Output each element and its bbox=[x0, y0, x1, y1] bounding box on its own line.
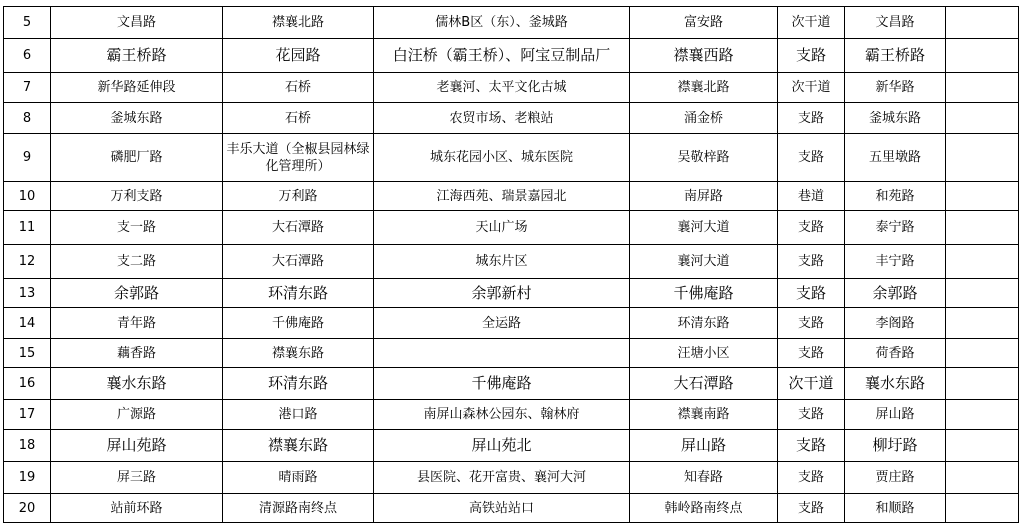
cell-road-grade: 支路 bbox=[778, 462, 845, 494]
cell-end-point: 南屏路 bbox=[630, 182, 778, 211]
cell-original-name: 釜城东路 bbox=[845, 103, 946, 134]
cell-road-grade: 支路 bbox=[778, 494, 845, 523]
table-row bbox=[4, 39, 1019, 73]
table-row bbox=[4, 368, 1019, 400]
cell-number: 16 bbox=[4, 368, 51, 400]
cell-road-name: 磷肥厂路 bbox=[51, 134, 223, 182]
cell-via: 农贸市场、老粮站 bbox=[374, 103, 630, 134]
cell-start-point: 万利路 bbox=[223, 182, 374, 211]
cell-start-point: 襟襄东路 bbox=[223, 339, 374, 368]
cell-road-name: 新华路延伸段 bbox=[51, 73, 223, 103]
cell-number: 18 bbox=[4, 430, 51, 462]
table-row bbox=[4, 462, 1019, 494]
table-row bbox=[4, 182, 1019, 211]
cell-road-name: 余郭路 bbox=[51, 279, 223, 308]
cell-number: 13 bbox=[4, 279, 51, 308]
cell-start-point: 环清东路 bbox=[223, 279, 374, 308]
cell-via: 白汪桥（霸王桥）、阿宝豆制品厂 bbox=[374, 39, 630, 73]
cell-road-name: 屏三路 bbox=[51, 462, 223, 494]
cell-start-point: 襟襄东路 bbox=[223, 430, 374, 462]
table-row bbox=[4, 494, 1019, 523]
road-naming-table bbox=[3, 6, 1019, 523]
cell-note bbox=[946, 400, 1019, 430]
cell-note bbox=[946, 245, 1019, 279]
cell-road-grade: 支路 bbox=[778, 430, 845, 462]
cell-road-name: 支一路 bbox=[51, 211, 223, 245]
cell-via: 老襄河、太平文化古城 bbox=[374, 73, 630, 103]
cell-start-point: 清源路南终点 bbox=[223, 494, 374, 523]
cell-number: 11 bbox=[4, 211, 51, 245]
table-row bbox=[4, 103, 1019, 134]
cell-note bbox=[946, 339, 1019, 368]
table-row bbox=[4, 245, 1019, 279]
cell-note bbox=[946, 73, 1019, 103]
cell-number: 15 bbox=[4, 339, 51, 368]
cell-original-name: 屏山路 bbox=[845, 400, 946, 430]
cell-note bbox=[946, 211, 1019, 245]
cell-note bbox=[946, 368, 1019, 400]
cell-original-name: 新华路 bbox=[845, 73, 946, 103]
cell-end-point: 富安路 bbox=[630, 7, 778, 39]
cell-number: 20 bbox=[4, 494, 51, 523]
cell-road-name: 襄水东路 bbox=[51, 368, 223, 400]
cell-start-point: 襟襄北路 bbox=[223, 7, 374, 39]
cell-start-point: 花园路 bbox=[223, 39, 374, 73]
cell-via bbox=[374, 339, 630, 368]
cell-original-name: 泰宁路 bbox=[845, 211, 946, 245]
cell-road-grade: 支路 bbox=[778, 308, 845, 339]
cell-via: 江海西苑、瑞景嘉园北 bbox=[374, 182, 630, 211]
cell-end-point: 襟襄西路 bbox=[630, 39, 778, 73]
cell-via: 全运路 bbox=[374, 308, 630, 339]
cell-note bbox=[946, 182, 1019, 211]
cell-start-point: 晴雨路 bbox=[223, 462, 374, 494]
cell-road-name: 釜城东路 bbox=[51, 103, 223, 134]
cell-road-grade: 次干道 bbox=[778, 73, 845, 103]
cell-number: 19 bbox=[4, 462, 51, 494]
cell-road-name: 广源路 bbox=[51, 400, 223, 430]
cell-note bbox=[946, 39, 1019, 73]
cell-note bbox=[946, 430, 1019, 462]
cell-original-name: 余郭路 bbox=[845, 279, 946, 308]
table-row bbox=[4, 134, 1019, 182]
cell-road-grade: 支路 bbox=[778, 103, 845, 134]
cell-road-grade: 次干道 bbox=[778, 368, 845, 400]
cell-start-point: 丰乐大道（全椒县园林绿化管理所） bbox=[223, 134, 374, 182]
cell-note bbox=[946, 462, 1019, 494]
cell-road-grade: 次干道 bbox=[778, 7, 845, 39]
cell-road-grade: 支路 bbox=[778, 339, 845, 368]
table-row bbox=[4, 7, 1019, 39]
cell-via: 天山广场 bbox=[374, 211, 630, 245]
cell-number: 17 bbox=[4, 400, 51, 430]
cell-end-point: 知春路 bbox=[630, 462, 778, 494]
cell-start-point: 环清东路 bbox=[223, 368, 374, 400]
cell-number: 12 bbox=[4, 245, 51, 279]
cell-number: 5 bbox=[4, 7, 51, 39]
cell-original-name: 霸王桥路 bbox=[845, 39, 946, 73]
cell-end-point: 襄河大道 bbox=[630, 211, 778, 245]
cell-via: 千佛庵路 bbox=[374, 368, 630, 400]
cell-end-point: 吴敬梓路 bbox=[630, 134, 778, 182]
cell-note bbox=[946, 308, 1019, 339]
cell-road-grade: 支路 bbox=[778, 400, 845, 430]
cell-via: 县医院、花开富贵、襄河大河 bbox=[374, 462, 630, 494]
cell-number: 14 bbox=[4, 308, 51, 339]
table-row bbox=[4, 211, 1019, 245]
cell-end-point: 汪塘小区 bbox=[630, 339, 778, 368]
cell-via: 屏山苑北 bbox=[374, 430, 630, 462]
cell-road-name: 青年路 bbox=[51, 308, 223, 339]
cell-road-grade: 巷道 bbox=[778, 182, 845, 211]
cell-start-point: 大石潭路 bbox=[223, 211, 374, 245]
cell-end-point: 千佛庵路 bbox=[630, 279, 778, 308]
cell-via: 儒林B区（东）、釜城路 bbox=[374, 7, 630, 39]
cell-end-point: 韩岭路南终点 bbox=[630, 494, 778, 523]
cell-via: 高铁站站口 bbox=[374, 494, 630, 523]
cell-road-grade: 支路 bbox=[778, 211, 845, 245]
cell-end-point: 襟襄北路 bbox=[630, 73, 778, 103]
table-row bbox=[4, 73, 1019, 103]
cell-number: 9 bbox=[4, 134, 51, 182]
cell-end-point: 大石潭路 bbox=[630, 368, 778, 400]
cell-end-point: 襟襄南路 bbox=[630, 400, 778, 430]
cell-end-point: 环清东路 bbox=[630, 308, 778, 339]
cell-start-point: 港口路 bbox=[223, 400, 374, 430]
cell-road-name: 霸王桥路 bbox=[51, 39, 223, 73]
cell-end-point: 涌金桥 bbox=[630, 103, 778, 134]
cell-via: 城东花园小区、城东医院 bbox=[374, 134, 630, 182]
cell-number: 7 bbox=[4, 73, 51, 103]
cell-note bbox=[946, 279, 1019, 308]
cell-road-name: 屏山苑路 bbox=[51, 430, 223, 462]
cell-number: 6 bbox=[4, 39, 51, 73]
table-body bbox=[4, 7, 1019, 523]
cell-original-name: 丰宁路 bbox=[845, 245, 946, 279]
cell-end-point: 襄河大道 bbox=[630, 245, 778, 279]
cell-number: 8 bbox=[4, 103, 51, 134]
cell-original-name: 荷香路 bbox=[845, 339, 946, 368]
cell-via: 城东片区 bbox=[374, 245, 630, 279]
cell-via: 余郭新村 bbox=[374, 279, 630, 308]
cell-note bbox=[946, 494, 1019, 523]
table-row bbox=[4, 279, 1019, 308]
cell-road-name: 支二路 bbox=[51, 245, 223, 279]
cell-start-point: 石桥 bbox=[223, 73, 374, 103]
table-row bbox=[4, 400, 1019, 430]
cell-road-grade: 支路 bbox=[778, 134, 845, 182]
cell-original-name: 和顺路 bbox=[845, 494, 946, 523]
cell-start-point: 千佛庵路 bbox=[223, 308, 374, 339]
cell-note bbox=[946, 103, 1019, 134]
cell-road-grade: 支路 bbox=[778, 279, 845, 308]
cell-number: 10 bbox=[4, 182, 51, 211]
cell-note bbox=[946, 7, 1019, 39]
cell-original-name: 和苑路 bbox=[845, 182, 946, 211]
cell-road-grade: 支路 bbox=[778, 39, 845, 73]
table-row bbox=[4, 339, 1019, 368]
cell-road-name: 站前环路 bbox=[51, 494, 223, 523]
cell-original-name: 文昌路 bbox=[845, 7, 946, 39]
cell-note bbox=[946, 134, 1019, 182]
cell-start-point: 大石潭路 bbox=[223, 245, 374, 279]
cell-road-name: 万利支路 bbox=[51, 182, 223, 211]
cell-original-name: 柳圩路 bbox=[845, 430, 946, 462]
cell-end-point: 屏山路 bbox=[630, 430, 778, 462]
cell-start-point: 石桥 bbox=[223, 103, 374, 134]
table-row bbox=[4, 308, 1019, 339]
cell-original-name: 五里墩路 bbox=[845, 134, 946, 182]
cell-road-grade: 支路 bbox=[778, 245, 845, 279]
cell-road-name: 文昌路 bbox=[51, 7, 223, 39]
cell-original-name: 李阁路 bbox=[845, 308, 946, 339]
cell-original-name: 贾庄路 bbox=[845, 462, 946, 494]
table-row bbox=[4, 430, 1019, 462]
cell-original-name: 襄水东路 bbox=[845, 368, 946, 400]
cell-road-name: 藕香路 bbox=[51, 339, 223, 368]
cell-via: 南屏山森林公园东、翰林府 bbox=[374, 400, 630, 430]
